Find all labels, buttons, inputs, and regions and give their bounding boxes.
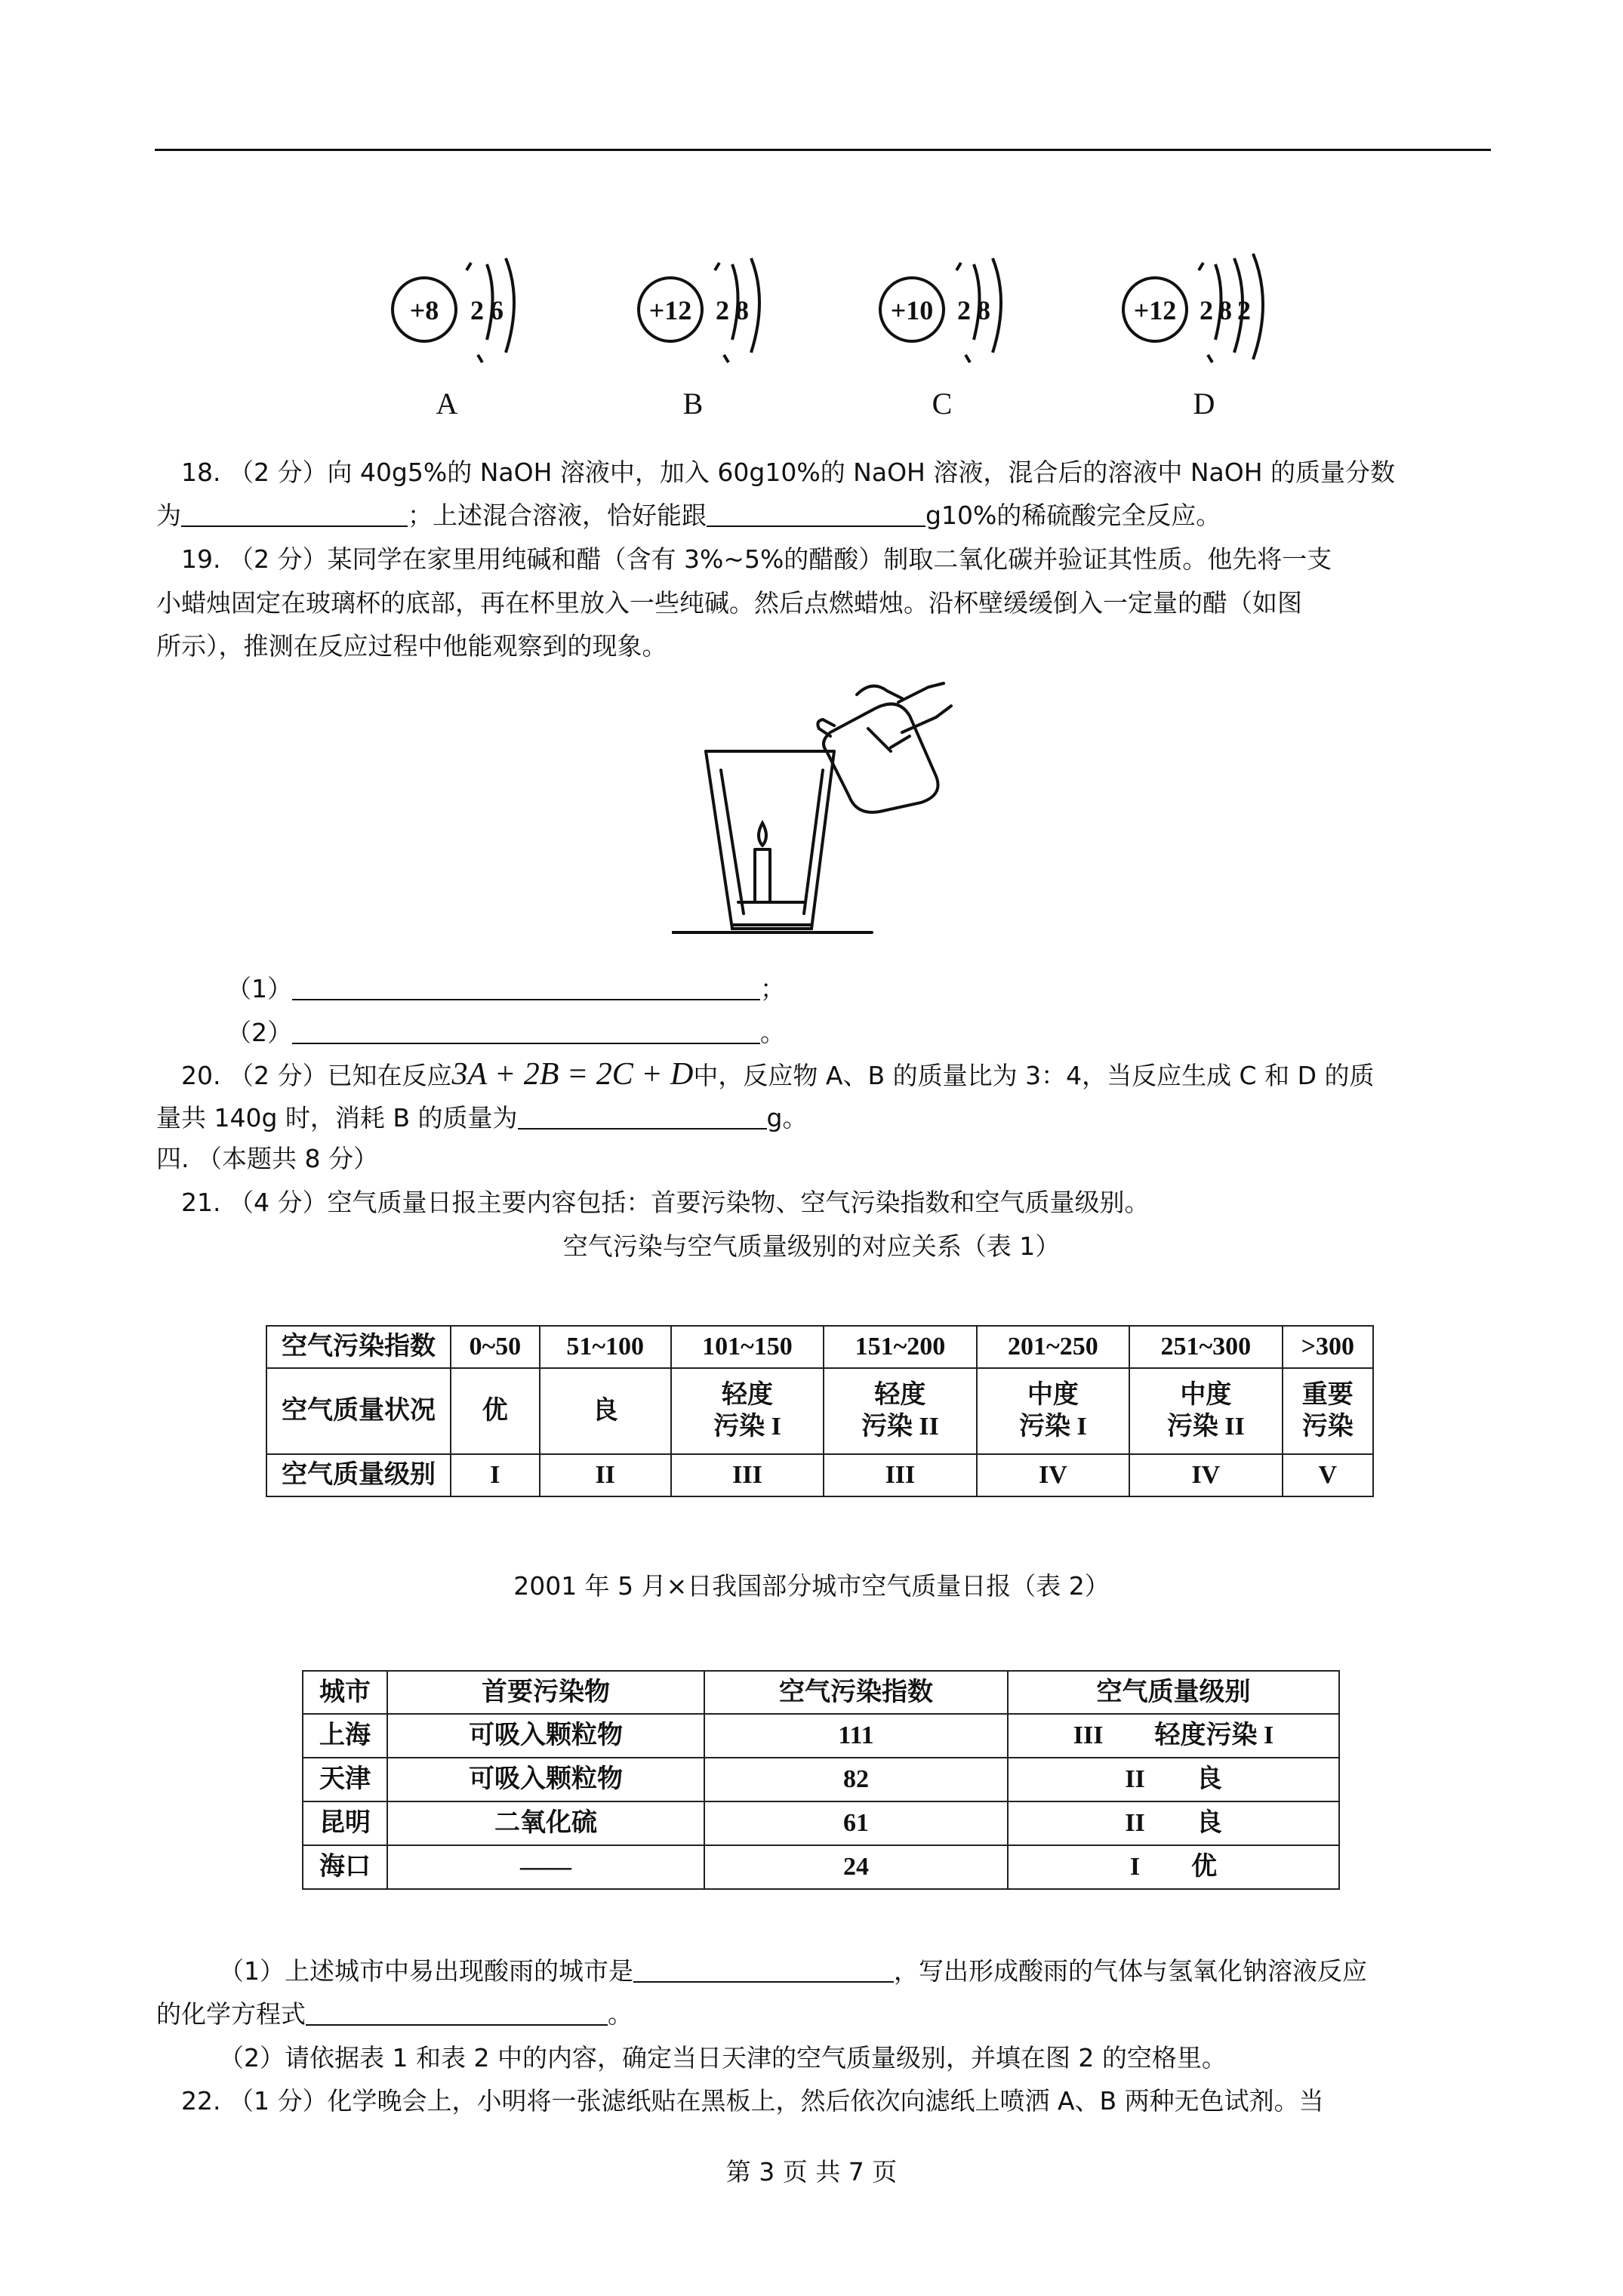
table2-cell: II 良 xyxy=(1008,1758,1339,1801)
atom-c-nucleus: +10 xyxy=(890,295,934,325)
q20-equation: 3A + 2B = 2C + D xyxy=(451,1057,694,1092)
atom-d-shell-2: 8 xyxy=(1218,295,1232,325)
q22-line1: 22. （1 分）化学晚会上，小明将一张滤纸贴在黑板上，然后依次向滤纸上喷洒 A、B 两种无色试剂。当 xyxy=(181,2086,1324,2116)
atom-b-nucleus: +12 xyxy=(648,295,692,325)
q19-a2-label: （2） xyxy=(226,1018,292,1047)
table1-cell xyxy=(824,1368,976,1454)
table1-cell-line: 污染 I xyxy=(1019,1413,1087,1441)
q18-blank-1[interactable] xyxy=(181,503,408,527)
table1-cell xyxy=(977,1368,1129,1454)
header-rule xyxy=(155,149,1491,151)
q19-line2: 小蜡烛固定在玻璃杯的底部，再在杯里放入一些纯碱。然后点燃蜡烛。沿杯壁缓缓倒入一定量的醋（如图 xyxy=(156,588,1302,618)
q18-line2c: g10%的稀硫酸完全反应。 xyxy=(925,501,1221,530)
table1-cell: 优 xyxy=(451,1368,540,1454)
atom-b-shell-2: 8 xyxy=(735,295,749,325)
table1-cell-line: 污染 II xyxy=(1166,1413,1245,1441)
q18-line2b: ；上述混合溶液，恰好能跟 xyxy=(408,501,707,530)
table1-cell xyxy=(1283,1368,1373,1454)
q19-a2-end: 。 xyxy=(760,1018,785,1047)
table1-cell-line: 中度 xyxy=(1027,1381,1079,1409)
q21-blank-city[interactable] xyxy=(633,1959,894,1983)
q20-line2 xyxy=(156,1101,808,1136)
table1-row-status xyxy=(266,1368,1373,1454)
table2-cell: 可吸入颗粒物 xyxy=(387,1758,704,1801)
table1-cell: V xyxy=(1283,1454,1373,1496)
table2-cell: 二氧化硫 xyxy=(387,1801,704,1845)
table1-cell: 101~150 xyxy=(671,1326,824,1368)
table2-cell: 61 xyxy=(704,1801,1008,1845)
table1-cell: 201~250 xyxy=(977,1326,1129,1368)
atom-diagrams xyxy=(377,249,1283,423)
table1-cell-line: 重要 xyxy=(1301,1381,1354,1409)
table2-cell: 天津 xyxy=(303,1758,387,1801)
table1-row-index xyxy=(266,1326,1373,1368)
atom-c-shell-1: 2 xyxy=(957,295,971,325)
table2-header: 空气污染指数 xyxy=(704,1671,1008,1714)
table1-caption: 空气污染与空气质量级别的对应关系（表 1） xyxy=(562,1231,1061,1261)
q19-line3: 所示），推测在反应过程中他能观察到的现象。 xyxy=(156,631,667,661)
table1-cell-line: 中度 xyxy=(1180,1381,1232,1409)
table1-cell: I xyxy=(451,1454,540,1496)
q20-line2b: g。 xyxy=(766,1103,808,1133)
q21-sub1a: （1）上述城市中易出现酸雨的城市是 xyxy=(219,1956,633,1986)
table1-cell-line: 污染 II xyxy=(861,1413,939,1441)
table1-cell xyxy=(1129,1368,1282,1454)
atom-b-label: B xyxy=(682,387,704,421)
table2-cell: I 优 xyxy=(1008,1845,1339,1889)
atom-c-shell-2: 8 xyxy=(977,295,990,325)
table1-cell-line: 污染 I xyxy=(713,1413,781,1441)
table1-header: 空气污染指数 xyxy=(266,1326,451,1368)
table1-cell: IV xyxy=(977,1454,1129,1496)
q21-sub1-line2 xyxy=(156,1997,633,2032)
table2-row xyxy=(303,1801,1339,1845)
q21-sub1d: 。 xyxy=(608,1999,633,2029)
atom-a-label: A xyxy=(436,387,458,421)
table1-cell: IV xyxy=(1129,1454,1282,1496)
beaker-illustration xyxy=(672,672,989,944)
table1-cell: >300 xyxy=(1283,1326,1373,1368)
table1-row-level xyxy=(266,1454,1373,1496)
q18-line1: 18. （2 分）向 40g5%的 NaOH 溶液中，加入 60g10%的 NaOH 溶液，混合后的溶液中 NaOH 的质量分数 xyxy=(181,458,1396,487)
q18-blank-2[interactable] xyxy=(707,503,925,527)
table2-cell: 上海 xyxy=(303,1714,387,1758)
table1-cell-line: 污染 xyxy=(1301,1413,1354,1441)
table2-row xyxy=(303,1845,1339,1889)
section-4-heading: 四. （本题共 8 分） xyxy=(156,1144,378,1173)
table1-cell: 51~100 xyxy=(540,1326,671,1368)
q19-line1: 19. （2 分）某同学在家里用纯碱和醋（含有 3%~5%的醋酸）制取二氧化碳并验证其性质。他先将一支 xyxy=(181,544,1332,574)
table1-cell-line: 轻度 xyxy=(874,1381,926,1409)
q20-line2a: 量共 140g 时，消耗 B 的质量为 xyxy=(156,1103,518,1133)
table1-cell: II xyxy=(540,1454,671,1496)
q21-sub1b: ，写出形成酸雨的气体与氢氧化钠溶液反应 xyxy=(894,1956,1367,1986)
q21-line1: 21. （4 分）空气质量日报主要内容包括：首要污染物、空气污染指数和空气质量级别。 xyxy=(181,1188,1150,1217)
table1-header: 空气质量级别 xyxy=(266,1454,451,1496)
q20-line1b: 中，反应物 A、B 的质量比为 3：4，当反应生成 C 和 D 的质 xyxy=(693,1061,1375,1090)
table2-cell: III 轻度污染 I xyxy=(1008,1714,1339,1758)
table2-header: 空气质量级别 xyxy=(1008,1671,1339,1714)
table2-header-row xyxy=(303,1671,1339,1714)
q19-blank-2[interactable] xyxy=(292,1020,760,1044)
table1-cell: 151~200 xyxy=(824,1326,976,1368)
table2-row xyxy=(303,1714,1339,1758)
q21-sub1c: 的化学方程式 xyxy=(156,1999,306,2029)
page-footer: 第 3 页 共 7 页 xyxy=(725,2157,898,2187)
atom-a-shell-1: 2 xyxy=(470,295,484,325)
table2-header: 首要污染物 xyxy=(387,1671,704,1714)
q18-line2 xyxy=(156,498,1221,533)
table2-cell: —— xyxy=(387,1845,704,1889)
q19-a1-end: ； xyxy=(760,974,785,1003)
atom-d-nucleus: +12 xyxy=(1133,295,1177,325)
table1-cell: 251~300 xyxy=(1129,1326,1282,1368)
table-2 xyxy=(302,1670,1340,1890)
table2-cell: II 良 xyxy=(1008,1801,1339,1845)
table2-row xyxy=(303,1758,1339,1801)
table1-cell: III xyxy=(824,1454,976,1496)
table1-cell: 良 xyxy=(540,1368,671,1454)
table2-cell: 82 xyxy=(704,1758,1008,1801)
q19-a1-label: （1） xyxy=(226,974,292,1003)
q20-line1a: 20. （2 分）已知在反应 xyxy=(181,1061,452,1090)
table2-cell: 可吸入颗粒物 xyxy=(387,1714,704,1758)
q21-blank-equation[interactable] xyxy=(306,2002,608,2026)
table1-cell xyxy=(671,1368,824,1454)
table2-header: 城市 xyxy=(303,1671,387,1714)
q20-blank[interactable] xyxy=(518,1105,767,1130)
atom-d-shell-3: 2 xyxy=(1237,295,1251,325)
table1-header: 空气质量状况 xyxy=(266,1368,451,1454)
q19-answer-2 xyxy=(226,1015,785,1050)
atom-b-shell-1: 2 xyxy=(716,295,729,325)
table2-cell: 昆明 xyxy=(303,1801,387,1845)
table2-cell: 海口 xyxy=(303,1845,387,1889)
q19-answer-1 xyxy=(226,972,785,1006)
table2-cell: 24 xyxy=(704,1845,1008,1889)
q18-line2a: 为 xyxy=(156,501,181,530)
table1-cell: 0~50 xyxy=(451,1326,540,1368)
atom-d-shell-1: 2 xyxy=(1200,295,1213,325)
table-1 xyxy=(266,1325,1374,1497)
table2-cell: 111 xyxy=(704,1714,1008,1758)
atom-a-nucleus: +8 xyxy=(409,295,439,325)
table2-caption: 2001 年 5 月×日我国部分城市空气质量日报（表 2） xyxy=(513,1571,1110,1601)
table1-cell-line: 轻度 xyxy=(721,1381,773,1409)
atom-c-label: C xyxy=(932,387,953,421)
q19-blank-1[interactable] xyxy=(292,976,760,1000)
table1-cell: III xyxy=(671,1454,824,1496)
q20-line1 xyxy=(181,1057,1374,1093)
q21-sub2: （2）请依据表 1 和表 2 中的内容，确定当日天津的空气质量级别，并填在图 2 的空格里。 xyxy=(219,2043,1227,2073)
atom-d-label: D xyxy=(1193,387,1215,421)
q21-sub1-line1 xyxy=(219,1954,1367,1989)
atom-a-shell-2: 6 xyxy=(490,295,504,325)
